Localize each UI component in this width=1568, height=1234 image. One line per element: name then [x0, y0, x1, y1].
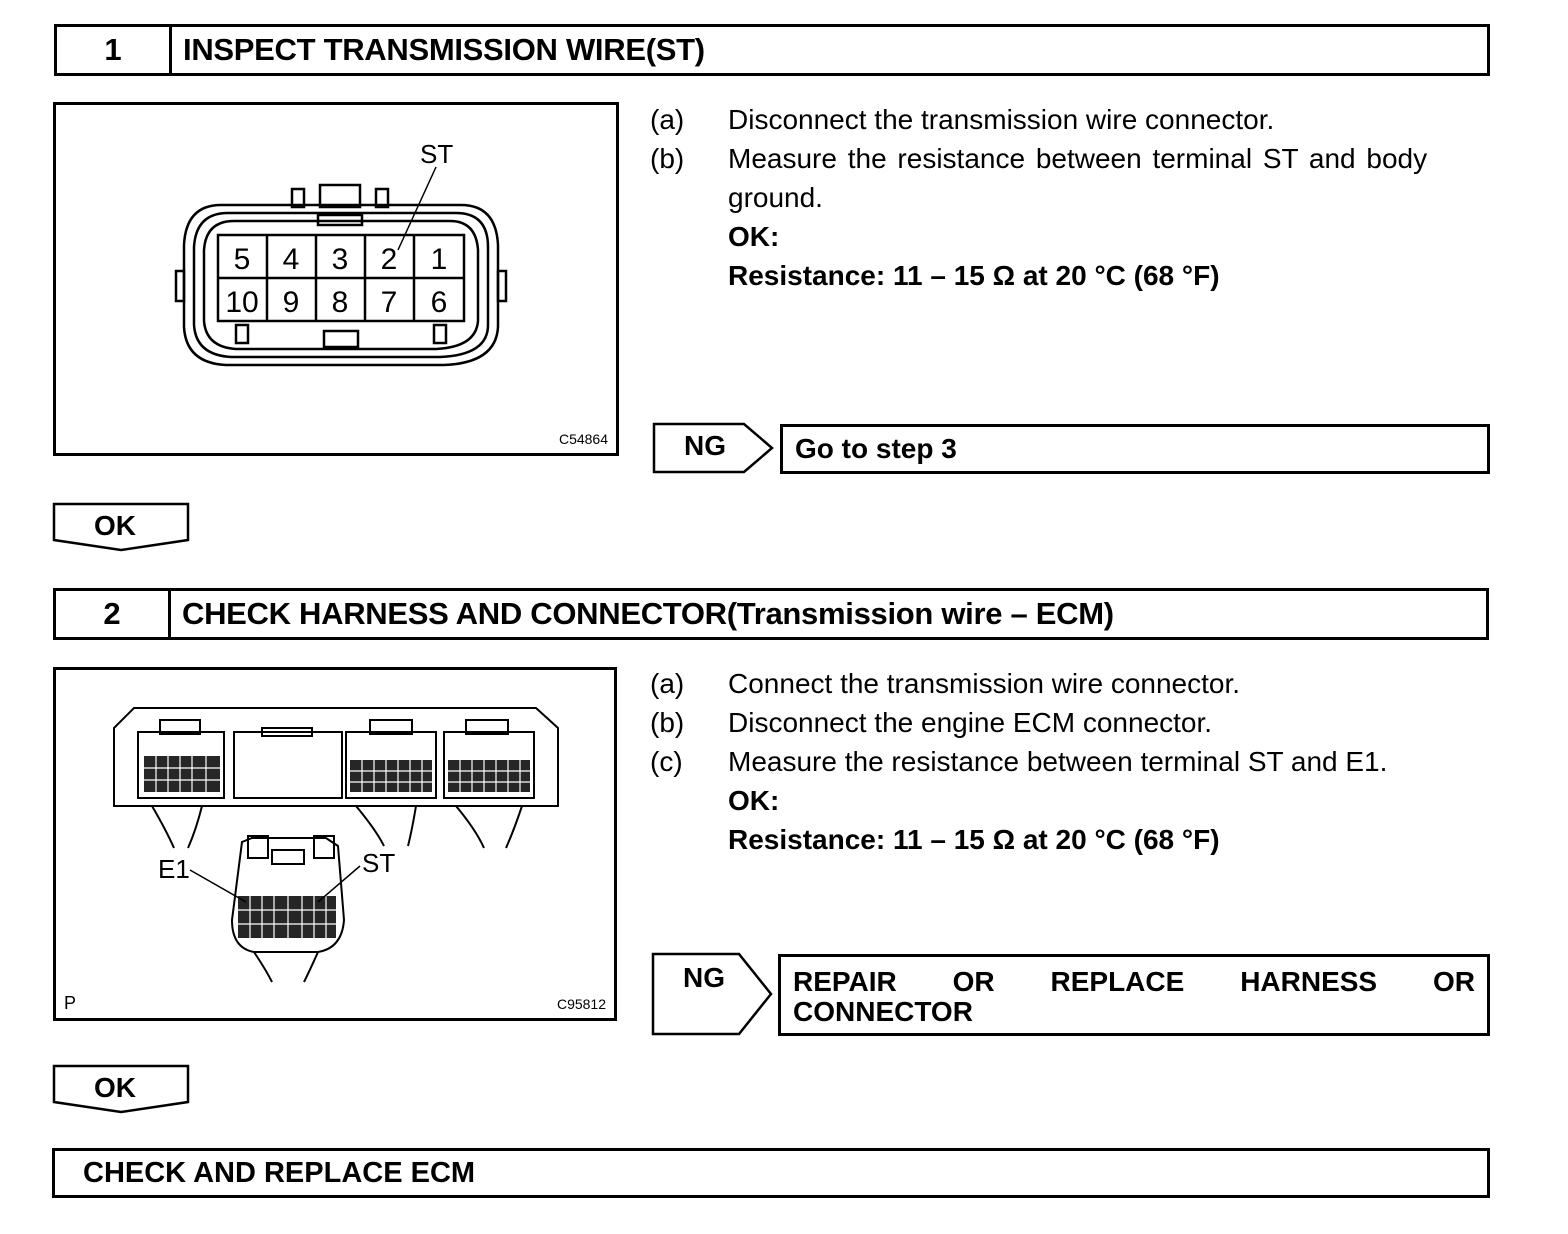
pin-4: 4	[282, 243, 300, 276]
ng-result	[778, 954, 1490, 1036]
ok-arrow	[52, 1064, 192, 1114]
step-2-header	[53, 588, 1489, 640]
final-action-text: CHECK AND REPLACE ECM	[83, 1156, 476, 1189]
pin-8: 8	[331, 286, 349, 319]
ng-result-line-1	[793, 967, 1475, 997]
instruction-a	[650, 104, 1490, 138]
instruction-label: (b)	[650, 707, 685, 738]
ng-result	[780, 424, 1490, 474]
ecm-diagram	[56, 670, 614, 1018]
instruction-label: (a)	[650, 668, 685, 699]
pin-3: 3	[331, 243, 349, 276]
callout-st: ST	[362, 848, 396, 878]
figure-ecm-connector	[53, 667, 617, 1021]
step-1-header	[54, 24, 1490, 76]
pin-6: 6	[430, 286, 448, 319]
ok-arrow-label: OK	[94, 510, 136, 541]
instruction-text: Measure the resistance between terminal ST and body	[728, 143, 1428, 174]
resistance-spec: Resistance: 11 – 15 Ω at 20 °C (68 °F)	[728, 824, 1220, 855]
ng-label: NG	[683, 962, 725, 993]
pin-10: 10	[225, 286, 259, 319]
instruction-text: ground.	[728, 182, 823, 213]
ng-word: REPAIR	[793, 966, 897, 997]
callout-st: ST	[420, 139, 454, 169]
ng-tag	[652, 422, 776, 474]
callout-e1: E1	[158, 854, 190, 884]
step-title: INSPECT TRANSMISSION WIRE(ST)	[183, 32, 705, 67]
pin-1: 1	[430, 243, 448, 276]
ng-word: REPLACE	[1050, 966, 1185, 997]
figure-st-connector	[53, 102, 619, 456]
instruction-text: Measure the resistance between terminal ST and E1.	[728, 746, 1388, 777]
ng-label: NG	[684, 430, 726, 461]
figure-code: C54864	[558, 431, 608, 447]
ok-label: OK:	[728, 785, 780, 816]
ng-word: OR	[1433, 966, 1475, 997]
ok-arrow	[52, 502, 192, 552]
instruction-label: (a)	[650, 104, 685, 135]
final-action-box	[52, 1148, 1490, 1198]
instruction-c	[650, 746, 1490, 780]
ng-word: HARNESS	[1240, 966, 1378, 997]
figure-code: C95812	[556, 996, 606, 1012]
step-title: CHECK HARNESS AND CONNECTOR(Transmission wire – ECM)	[182, 596, 1114, 631]
pin-5: 5	[233, 243, 251, 276]
ok-label: OK:	[728, 221, 780, 252]
instruction-label: (c)	[650, 746, 683, 777]
instruction-b	[650, 707, 1490, 741]
ng-word: OR	[952, 966, 995, 997]
ok-arrow-label: OK	[94, 1072, 136, 1103]
pin-2: 2	[380, 243, 398, 276]
figure-corner-mark: P	[64, 993, 77, 1013]
instruction-b	[650, 143, 1490, 177]
pin-9: 9	[282, 286, 300, 319]
ng-result-line-2: CONNECTOR	[793, 996, 973, 1027]
instruction-b-cont	[650, 182, 1490, 216]
instruction-text: Connect the transmission wire connector.	[728, 668, 1241, 699]
ng-result-text: Go to step 3	[795, 433, 957, 464]
step-number: 1	[57, 27, 172, 73]
connector-diagram	[56, 105, 616, 453]
step-number: 2	[56, 591, 171, 637]
instruction-text: Disconnect the transmission wire connector.	[728, 104, 1275, 135]
ng-tag	[651, 952, 775, 1036]
instruction-a	[650, 668, 1490, 702]
instruction-label: (b)	[650, 143, 685, 174]
instruction-text: Disconnect the engine ECM connector.	[728, 707, 1213, 738]
resistance-spec: Resistance: 11 – 15 Ω at 20 °C (68 °F)	[728, 260, 1220, 291]
pin-7: 7	[380, 286, 398, 319]
